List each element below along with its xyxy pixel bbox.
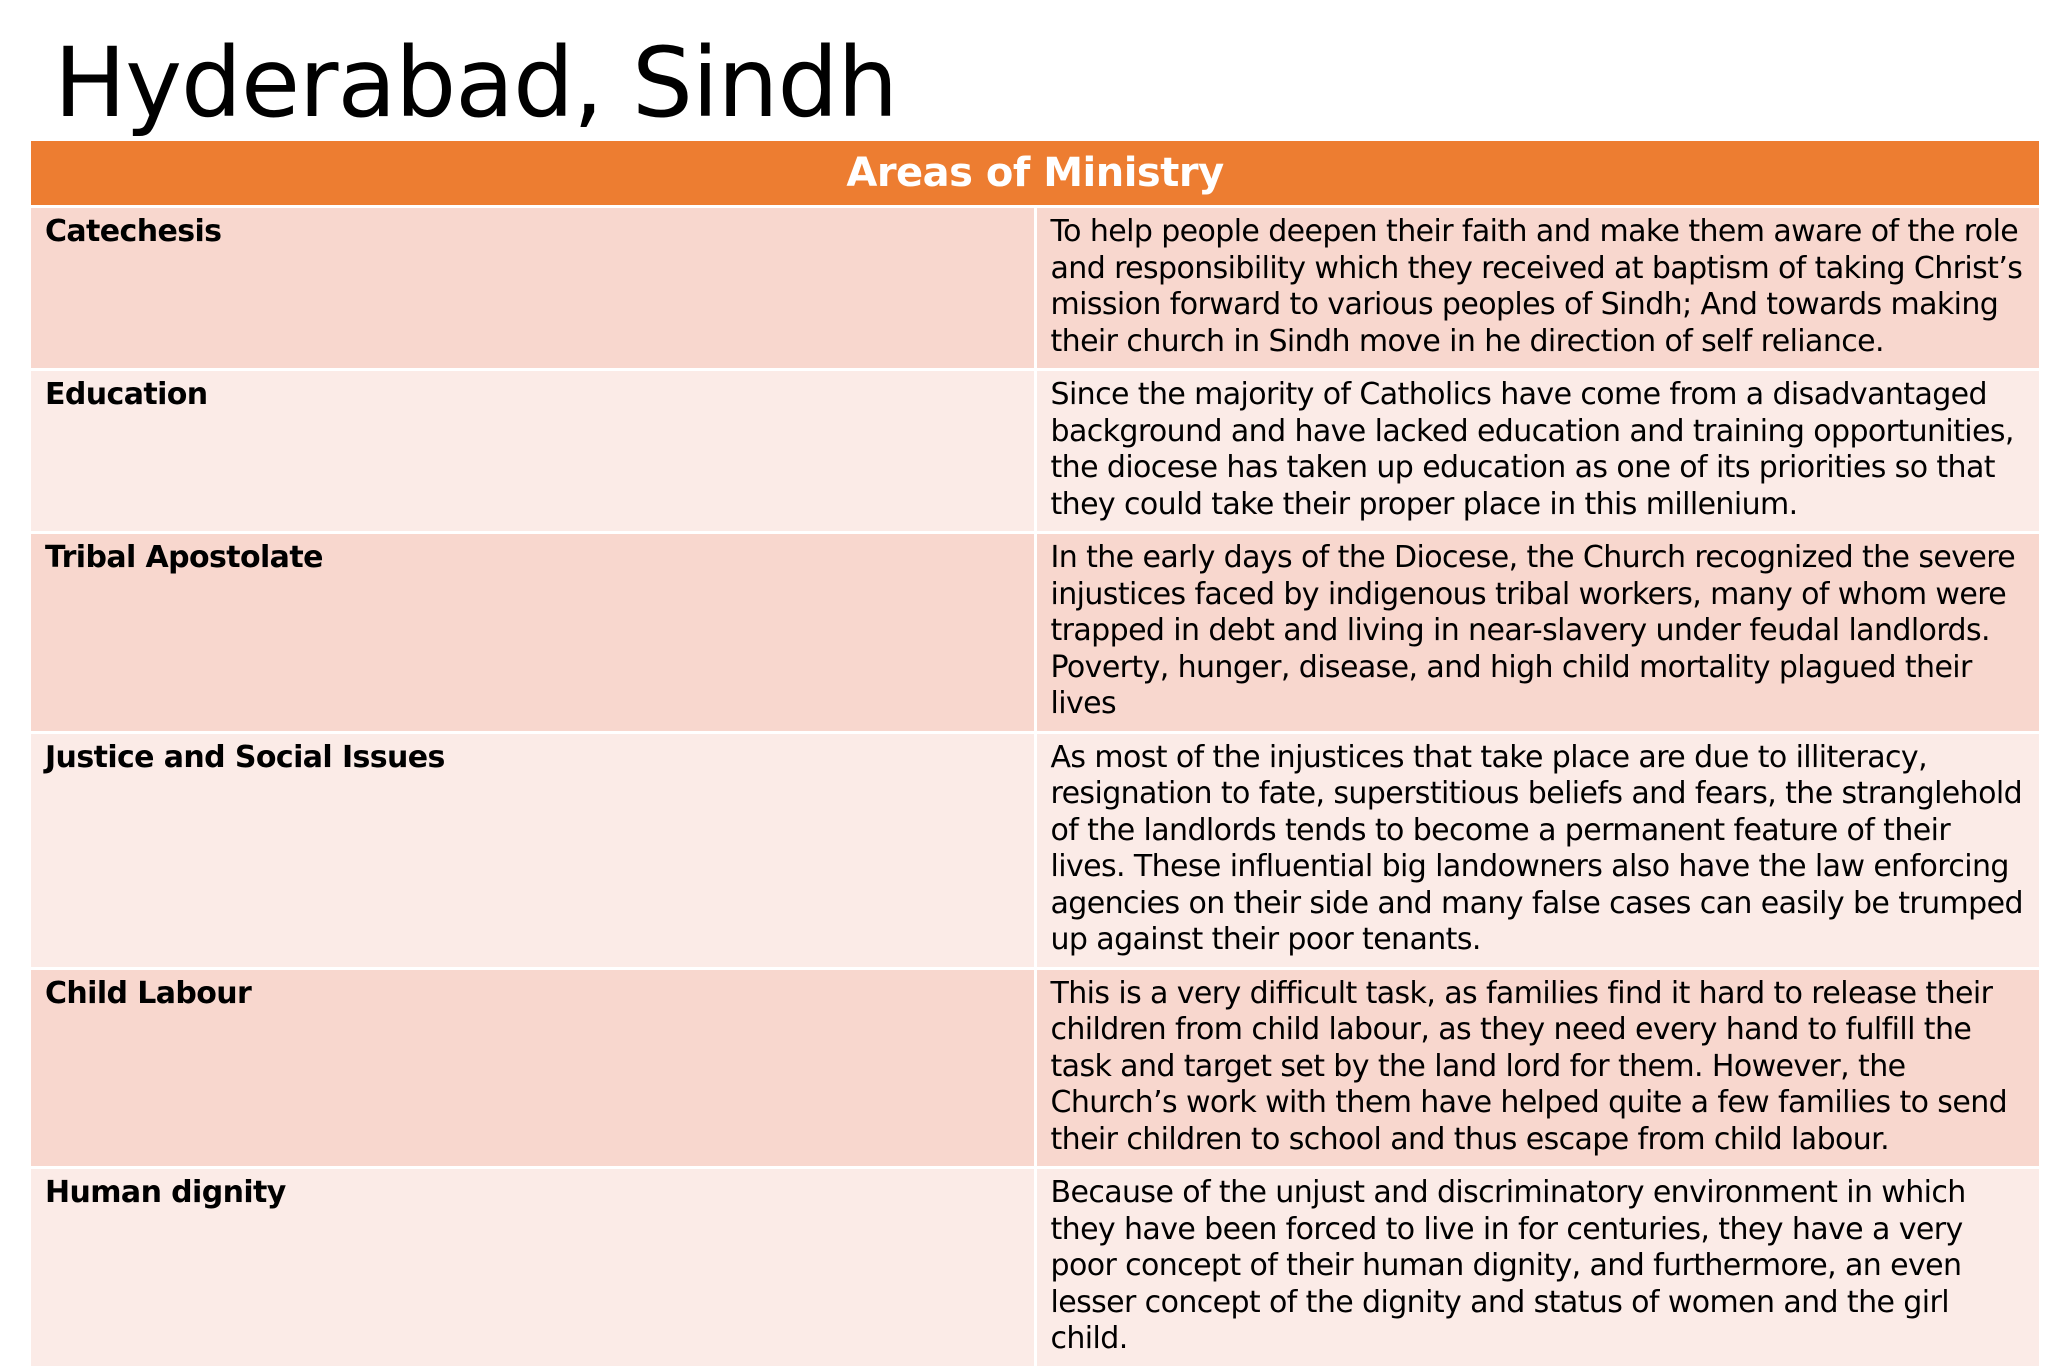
table-row-tribal-apostolate [31,533,2039,733]
table-row-education [31,370,2039,533]
area-name: Education [31,370,1035,533]
slide-title: Hyderabad, Sindh [54,27,898,139]
table-header-row [31,141,2039,207]
area-description: To help people deepen their faith and make them aware of the role and responsibility which they received at baptism of taking Christ’s mission forward to various peoples of Sindh; And towards making their church in Sindh move in he direction of self reliance. [1035,207,2039,370]
area-description: Because of the unjust and discriminatory environment in which they have been forced to live in for centuries, they have a very poor concept of their human dignity, and furthermore, an even lesser concept of the dignity and status of women and the girl child. [1035,1168,2039,1368]
area-description: Since the majority of Catholics have come from a disadvantaged background and have lacked education and training opportunities, the diocese has taken up education as one of its priorities so that they could take their proper place in this millenium. [1035,370,2039,533]
area-name: Catechesis [31,207,1035,370]
area-description: In the early days of the Diocese, the Church recognized the severe injustices faced by indigenous tribal workers, many of whom were trapped in debt and living in near-slavery under feudal landlords. Poverty, hunger, disease, and high child mortality plagued their lives [1035,533,2039,733]
area-name: Tribal Apostolate [31,533,1035,733]
area-name: Justice and Social Issues [31,732,1035,968]
area-name: Human dignity [31,1168,1035,1368]
table-header: Areas of Ministry [31,141,2039,207]
table-row-human-dignity [31,1168,2039,1368]
area-description: This is a very difficult task, as families find it hard to release their children from child labour, as they need every hand to fulfill the task and target set by the land lord for them. However, the Church’s work with them have helped quite a few families to send their children to school and thus escape from child labour. [1035,968,2039,1168]
table-row-child-labour [31,968,2039,1168]
ministry-table [31,141,2039,1369]
table-row-catechesis [31,207,2039,370]
table-row-justice-social-issues [31,732,2039,968]
area-name: Child Labour [31,968,1035,1168]
area-description: As most of the injustices that take place are due to illiteracy, resignation to fate, superstitious beliefs and fears, the stranglehold of the landlords tends to become a permanent feature of their lives. These influential big landowners also have the law enforcing agencies on their side and many false cases can easily be trumped up against their poor tenants. [1035,732,2039,968]
